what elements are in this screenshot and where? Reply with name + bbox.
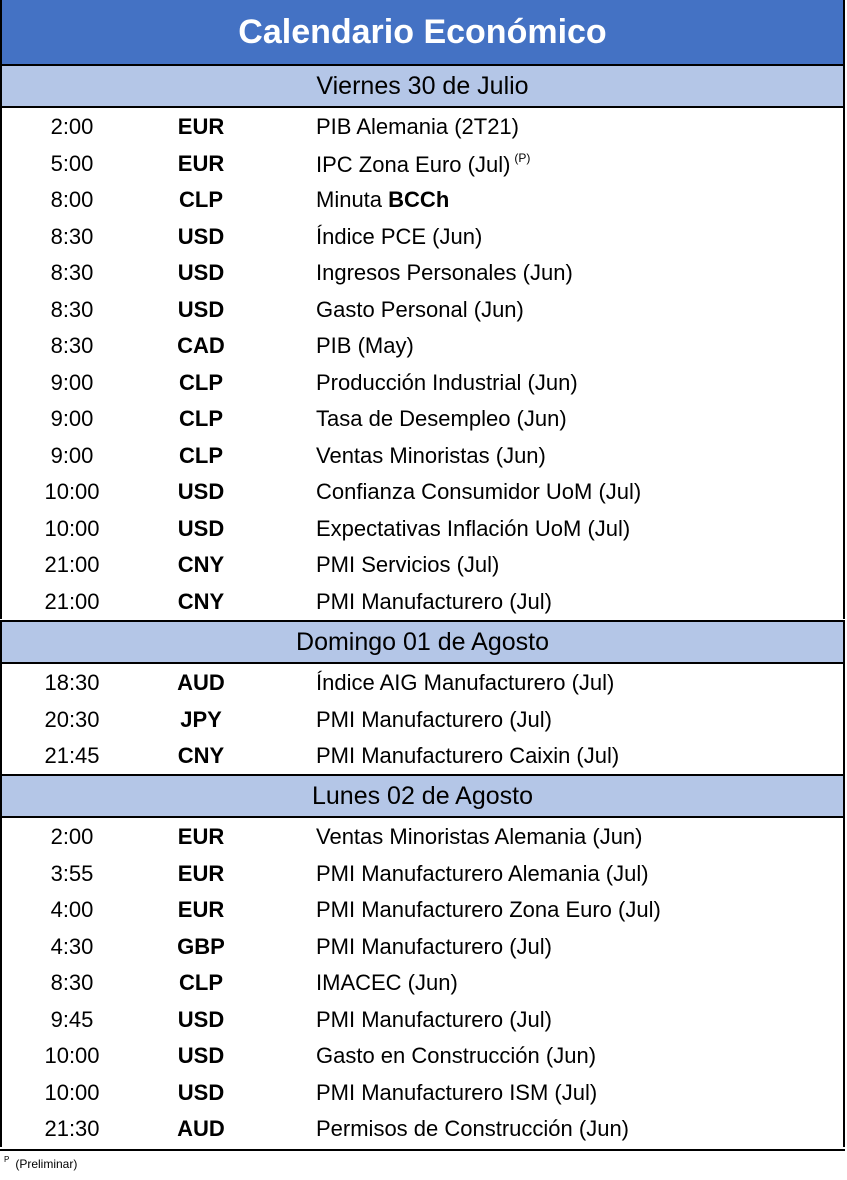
event-name <box>316 589 552 615</box>
event-currency: CLP <box>179 406 223 431</box>
table-row <box>2 1074 843 1111</box>
event-currency: USD <box>177 1079 225 1105</box>
event-name <box>316 187 449 213</box>
event-name-text: PIB (May) <box>316 333 414 358</box>
table-row <box>2 855 843 892</box>
table-row <box>2 964 843 1001</box>
event-currency: EUR <box>177 860 225 886</box>
event-name <box>316 406 567 432</box>
event-name-text: Permisos de Construcción (Jun) <box>316 1116 630 1141</box>
event-name <box>316 1007 552 1033</box>
event-name-text: PIB Alemania (2T21) <box>316 114 519 139</box>
event-time: 9:00 <box>50 369 94 395</box>
event-name-text: Minuta <box>316 187 389 212</box>
day-header: Lunes 02 de Agosto <box>2 774 843 818</box>
event-rows <box>2 664 843 774</box>
event-currency: CAD <box>177 333 225 358</box>
event-name-text: PMI Servicios (Jul) <box>316 552 500 577</box>
event-time: 10:00 <box>44 479 100 504</box>
event-name-text: PMI Manufacturero Zona Euro (Jul) <box>316 897 661 922</box>
event-time: 8:30 <box>50 260 94 285</box>
event-name-text: Gasto Personal (Jun) <box>316 296 524 322</box>
table-row <box>2 108 843 145</box>
event-name <box>316 1043 596 1069</box>
event-name-text: IMACEC (Jun) <box>316 970 458 995</box>
event-time: 8:30 <box>50 970 94 995</box>
table-row <box>2 218 843 255</box>
event-time: 2:00 <box>50 824 94 849</box>
event-name <box>316 1116 629 1142</box>
event-currency: USD <box>177 1043 225 1068</box>
event-name <box>316 743 619 769</box>
table-row <box>2 473 843 510</box>
calendar-title: Calendario Económico <box>0 0 845 64</box>
event-currency: USD <box>177 260 225 285</box>
event-name-text: PMI Manufacturero Caixin (Jul) <box>316 743 620 768</box>
footnote <box>4 1155 77 1171</box>
table-row <box>2 327 843 364</box>
preliminary-marker: (P) <box>514 150 531 165</box>
event-currency: EUR <box>177 150 225 176</box>
event-currency: CLP <box>179 187 223 212</box>
event-name <box>316 370 578 396</box>
event-currency: CLP <box>179 970 223 995</box>
event-time: 8:30 <box>50 223 94 249</box>
table-row <box>2 737 843 774</box>
event-time: 9:45 <box>50 1006 94 1032</box>
day-section <box>0 64 845 619</box>
event-name-text: Expectativas Inflación UoM (Jul) <box>316 515 631 541</box>
table-row <box>2 510 843 547</box>
event-name-bold: BCCh <box>388 187 450 212</box>
event-name-text: PMI Manufacturero ISM (Jul) <box>316 1079 598 1105</box>
table-row <box>2 891 843 928</box>
event-name <box>316 861 649 887</box>
event-name-text: Gasto en Construcción (Jun) <box>316 1043 597 1068</box>
event-time: 5:00 <box>50 150 94 176</box>
table-row <box>2 364 843 401</box>
event-name <box>316 1080 597 1106</box>
event-currency: CLP <box>179 369 223 395</box>
event-time: 21:00 <box>44 588 100 614</box>
event-rows <box>2 108 843 619</box>
event-currency: EUR <box>177 114 225 139</box>
event-name <box>316 479 641 505</box>
event-name-text: PMI Manufacturero (Jul) <box>316 706 552 732</box>
table-row <box>2 181 843 218</box>
event-name-text: Índice PCE (Jun) <box>316 223 483 249</box>
event-currency: AUD <box>177 670 225 695</box>
event-time: 10:00 <box>44 1043 100 1068</box>
event-name <box>316 824 643 850</box>
event-name-text: Confianza Consumidor UoM (Jul) <box>316 479 642 504</box>
table-row <box>2 546 843 583</box>
event-name <box>316 224 482 250</box>
event-time: 4:00 <box>50 897 94 922</box>
event-name <box>316 552 499 578</box>
event-currency: USD <box>177 1006 225 1032</box>
footnote-marker: P <box>4 1155 10 1164</box>
event-time: 21:00 <box>44 552 100 577</box>
event-time: 2:00 <box>50 114 94 139</box>
table-row <box>2 818 843 855</box>
event-time: 8:30 <box>50 333 94 358</box>
event-name <box>316 297 524 323</box>
table-row <box>2 664 843 701</box>
day-header: Viernes 30 de Julio <box>2 64 843 108</box>
table-row <box>2 400 843 437</box>
event-name <box>316 151 530 178</box>
event-time: 9:00 <box>50 442 94 468</box>
event-time: 21:30 <box>44 1116 100 1141</box>
footnote-text: (Preliminar) <box>15 1157 78 1171</box>
event-name-text: Ventas Minoristas Alemania (Jun) <box>316 824 643 849</box>
event-time: 20:30 <box>44 706 100 732</box>
event-currency: CNY <box>177 552 225 577</box>
event-name <box>316 114 519 140</box>
event-name-text: PMI Manufacturero (Jul) <box>316 1006 552 1032</box>
event-time: 3:55 <box>50 860 94 886</box>
event-name <box>316 670 614 696</box>
event-name <box>316 897 661 923</box>
event-name-text: PMI Manufacturero (Jul) <box>316 588 552 614</box>
event-currency: USD <box>177 223 225 249</box>
day-section <box>0 774 845 1147</box>
event-name-text: Ventas Minoristas (Jun) <box>316 442 546 468</box>
event-name-text: IPC Zona Euro (Jul) <box>316 151 511 177</box>
event-time: 18:30 <box>44 670 100 695</box>
event-time: 4:30 <box>50 933 94 959</box>
event-name-text: Índice AIG Manufacturero (Jul) <box>316 670 615 695</box>
event-currency: JPY <box>180 706 222 732</box>
event-name-text: Tasa de Desempleo (Jun) <box>316 406 567 431</box>
event-time: 10:00 <box>44 515 100 541</box>
event-currency: CNY <box>177 743 225 768</box>
event-time: 21:45 <box>44 743 100 768</box>
event-name <box>316 443 546 469</box>
table-row <box>2 1037 843 1074</box>
event-name-text: Ingresos Personales (Jun) <box>316 260 573 285</box>
table-row <box>2 145 843 182</box>
event-name-text: PMI Manufacturero Alemania (Jul) <box>316 860 649 886</box>
table-row <box>2 1001 843 1038</box>
event-time: 10:00 <box>44 1079 100 1105</box>
event-time: 8:30 <box>50 296 94 322</box>
event-time: 9:00 <box>50 406 94 431</box>
table-bottom-border <box>0 1149 845 1151</box>
event-name-text: Producción Industrial (Jun) <box>316 369 578 395</box>
event-currency: AUD <box>177 1116 225 1141</box>
day-header: Domingo 01 de Agosto <box>2 620 843 664</box>
table-row <box>2 583 843 620</box>
event-currency: EUR <box>177 897 225 922</box>
table-row <box>2 701 843 738</box>
event-currency: EUR <box>177 824 225 849</box>
table-row <box>2 291 843 328</box>
event-currency: USD <box>177 479 225 504</box>
event-currency: USD <box>177 515 225 541</box>
event-currency: GBP <box>177 933 225 959</box>
event-currency: CLP <box>179 442 223 468</box>
table-row <box>2 437 843 474</box>
event-currency: CNY <box>177 588 225 614</box>
event-name <box>316 516 630 542</box>
day-section <box>0 620 845 774</box>
event-name <box>316 260 573 286</box>
table-row <box>2 254 843 291</box>
table-row <box>2 1110 843 1147</box>
event-name <box>316 970 458 996</box>
event-name <box>316 707 552 733</box>
event-rows <box>2 818 843 1147</box>
event-name <box>316 333 414 359</box>
event-name <box>316 934 552 960</box>
event-currency: USD <box>177 296 225 322</box>
event-time: 8:00 <box>50 187 94 212</box>
event-name-text: PMI Manufacturero (Jul) <box>316 933 552 959</box>
table-row <box>2 928 843 965</box>
